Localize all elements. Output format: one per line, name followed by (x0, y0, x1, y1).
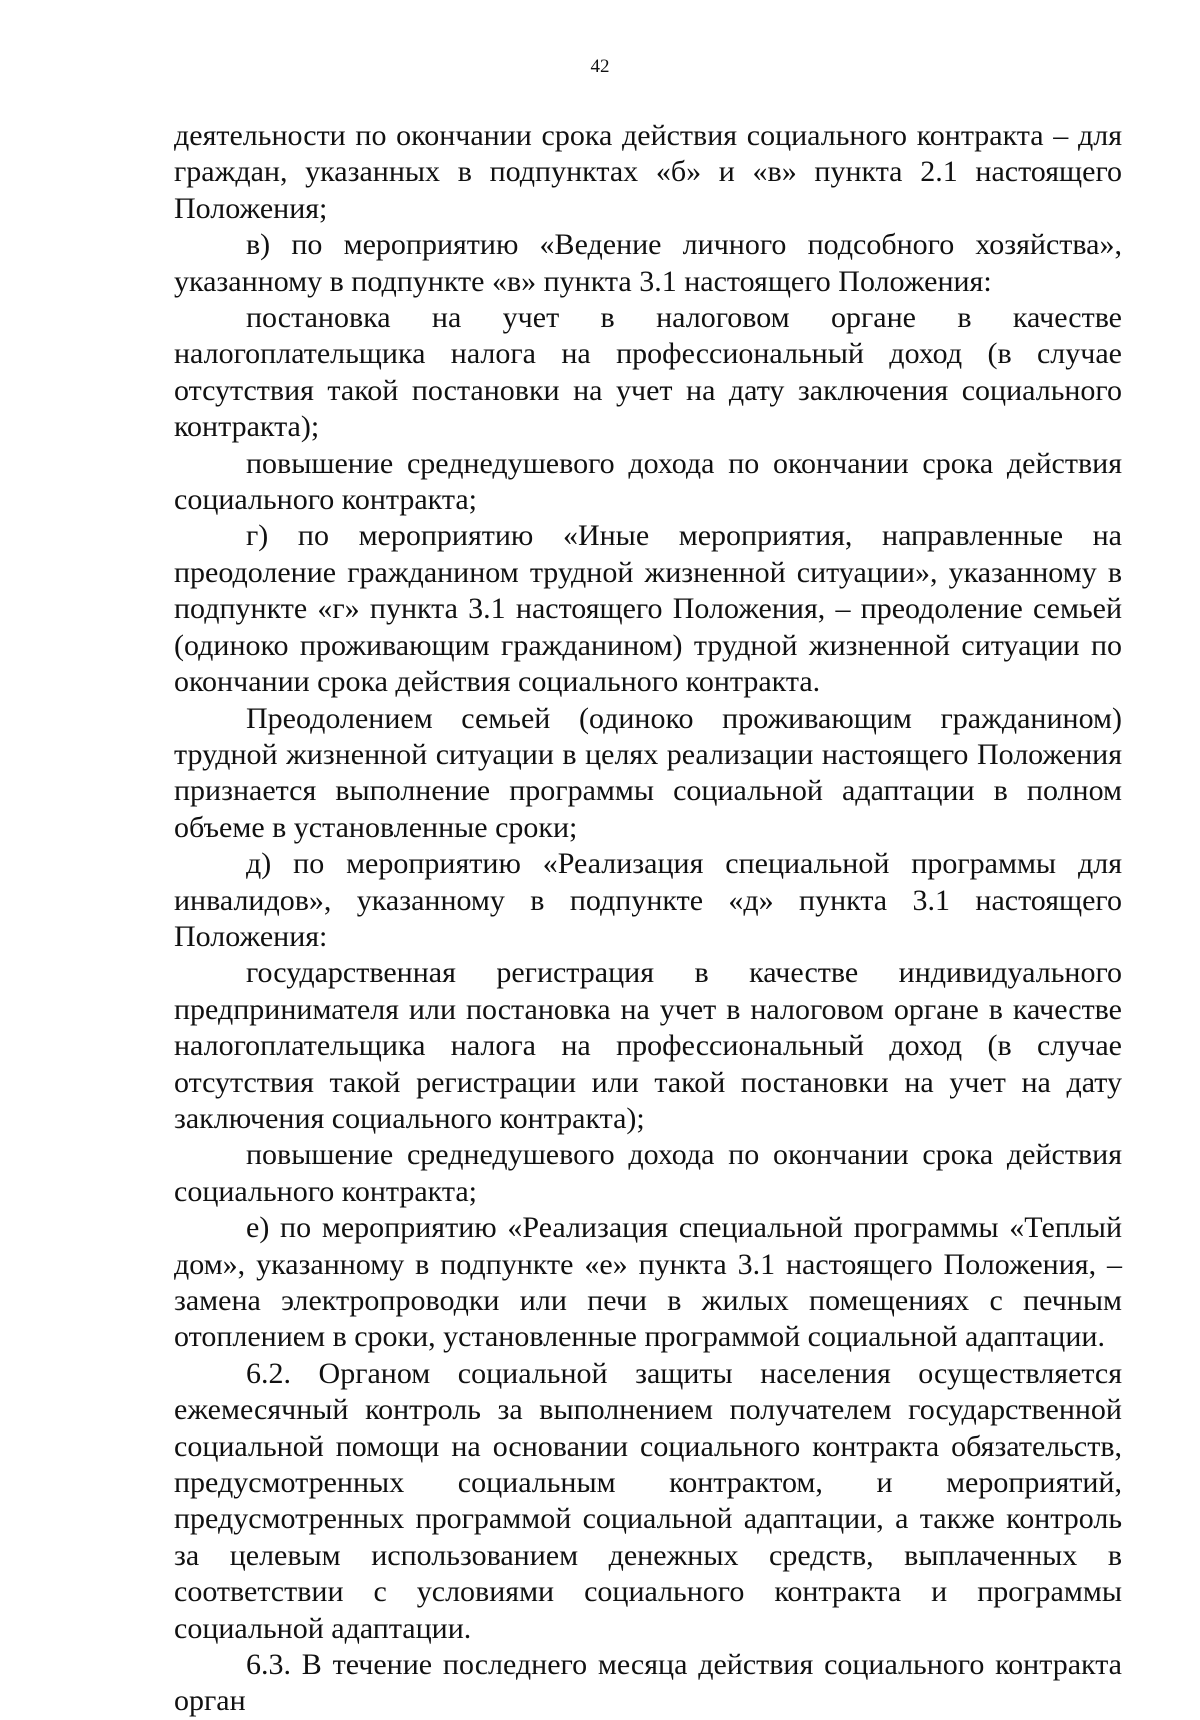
paragraph-section-6-3: 6.3. В течение последнего месяца действия социального контракта орган (174, 1648, 1122, 1718)
paragraph-item-d: д) по мероприятию «Реализация специальной программы для инвалидов», указанному в подпункте «д» пункта 3.1 настоящего Положения: (174, 847, 1122, 953)
page-number: 42 (590, 56, 610, 77)
document-body (174, 118, 1122, 1720)
paragraph-income-increase-2: повышение среднедушевого дохода по окончании срока действия социального контракта; (174, 1138, 1122, 1208)
paragraph-item-g: г) по мероприятию «Иные мероприятия, направленные на преодоление гражданином трудной жизненной ситуации», указанному в подпункте «г» пункта 3.1 настоящего Положения, – преодоление семьей (одиноко проживающим гражданином) трудной жизненной ситуации по окончании срока действия социального контракта. (174, 519, 1122, 699)
paragraph-income-increase: повышение среднедушевого дохода по окончании срока действия социального контракта; (174, 446, 1122, 517)
paragraph-continuation: деятельности по окончании срока действия социального контракта – для граждан, указанных в подпунктах «б» и «в» пункта 2.1 настоящего Положения; (174, 119, 1122, 225)
paragraph-item-v: в) по мероприятию «Ведение личного подсобного хозяйства», указанному в подпункте «в» пункта 3.1 настоящего Положения: (174, 228, 1122, 298)
paragraph-item-e: е) по мероприятию «Реализация специальной программы «Теплый дом», указанному в подпункте «е» пункта 3.1 настоящего Положения, – замена электропроводки или печи в жилых помещениях с печным отоплением в сроки, установленные программой социальной адаптации. (174, 1211, 1122, 1354)
paragraph-tax-registration: постановка на учет в налоговом органе в качестве налогоплательщика налога на профессиональный доход (в случае отсутствия такой постановки на учет на дату заключения социального контракта); (174, 301, 1122, 444)
paragraph-section-6-2: 6.2. Органом социальной защиты населения осуществляется ежемесячный контроль за выполнением получателем государственной социальной помощи на основании социального контракта обязательств, предусмотренных социальным контрактом, и мероприятий, предусмотренных программой социальной адаптации, а также контроль за целевым использованием денежных средств, выплаченных в соответствии с условиями социального контракта и программы социальной адаптации. (174, 1356, 1122, 1645)
paragraph-state-registration: государственная регистрация в качестве индивидуального предпринимателя или постановка на учет в налоговом органе в качестве налогоплательщика налога на профессиональный доход (в случае отсутствия такой регистрации или такой постановки на учет на дату заключения социального контракта); (174, 956, 1122, 1135)
paragraph-overcoming-definition: Преодолением семьей (одиноко проживающим гражданином) трудной жизненной ситуации в целях реализации настоящего Положения признается выполнение программы социальной адаптации в полном объеме в установленные сроки; (174, 701, 1122, 844)
